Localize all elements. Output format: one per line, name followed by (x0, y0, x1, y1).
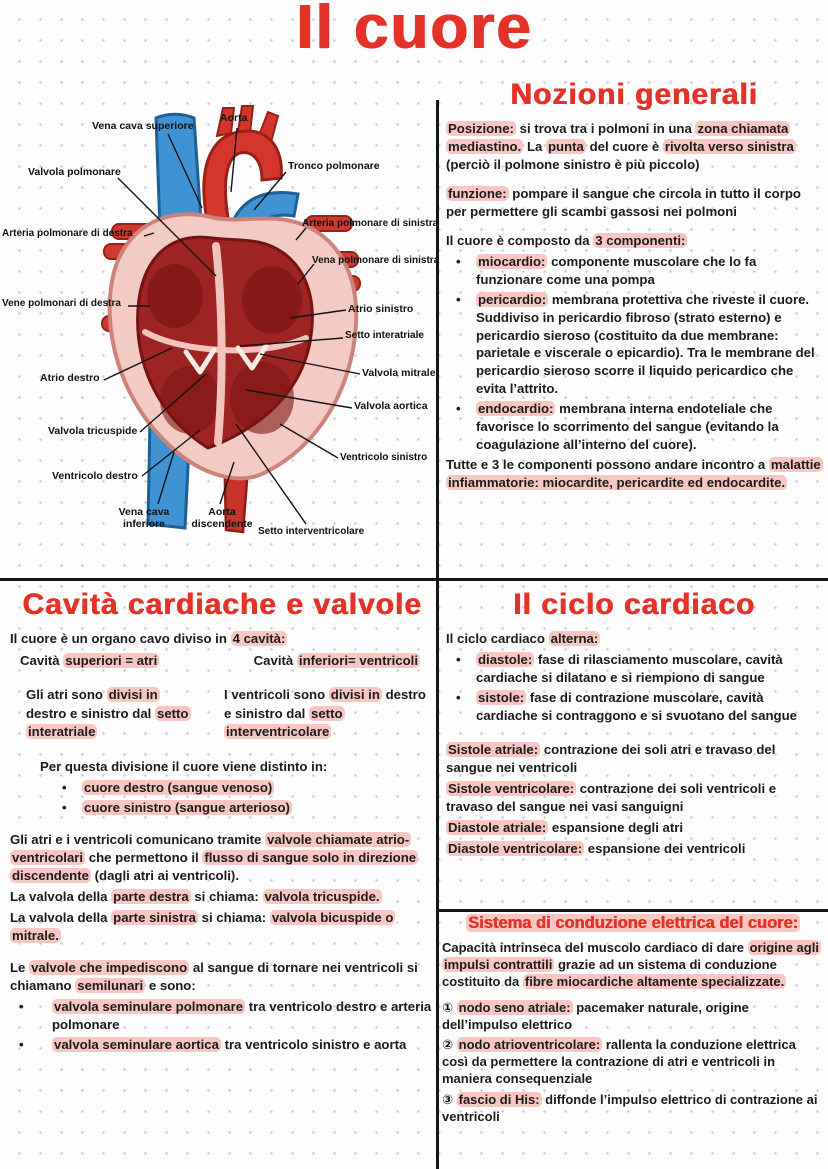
cavita-inferiori: Cavità inferiori= ventricoli (253, 652, 418, 668)
sistole-item: • sistole: fase di contrazione muscolare, cavità cardiache si contraggono e si svuotano del sangue (446, 689, 822, 725)
cuore-destro-item: • cuore destro (sangue venoso) (52, 779, 434, 797)
semilunari-intro: Le valvole che impediscono al sangue di tornare nei ventricoli si chiamano semilunari e sono: (10, 959, 418, 993)
label-valvola-tricuspide: Valvola tricuspide (48, 425, 138, 437)
sistole-atriale-paragraph: Sistole atriale: contrazione dei soli atri e travaso del sangue nei ventricoli (446, 741, 776, 775)
cavita-title: Cavità cardiache e valvole (22, 588, 422, 621)
label-setto-interventricolare: Setto interventricolare (258, 526, 365, 537)
ciclo-intro: Il ciclo cardiaco alterna: (446, 631, 599, 646)
label-arteria-polmonare-sinistra: Arteria polmonare di sinistra (302, 218, 439, 229)
label-setto-interatriale: Setto interatriale (345, 330, 424, 341)
label-aorta-discendente: Aorta discendente (191, 506, 253, 531)
cavita-columns (10, 652, 434, 670)
label-ventricolo-sinistro: Ventricolo sinistro (340, 452, 428, 463)
section-conduzione-elettrica (442, 914, 824, 1130)
blocco-ventricoli: I ventricoli sono divisi in destro e sinistro dal setto interventricolare (224, 686, 426, 740)
componente-miocardio-item: • miocardio: componente muscolare che lo fa funzionare come una pompa (446, 253, 822, 289)
valvole-av-paragraph: Gli atri e i ventricoli comunicano tramite valvole chiamate atrio-ventricolari che permettono il flusso di sangue solo in direzione discendente (dagli atri ai ventricoli). (10, 831, 417, 883)
fascio-di-his-item: ③ fascio di His: diffonde l’impulso elettrico di contrazione ai ventricoli (442, 1092, 818, 1125)
cuore-sinistro-item: • cuore sinistro (sangue arterioso) (52, 799, 434, 817)
funzione-paragraph: funzione: pompare il sangue che circola in tutto il corpo per permettere gli scambi gassosi nei polmoni (446, 185, 801, 219)
label-vena-cava-superiore: Vena cava superiore (92, 120, 194, 132)
valvola-destra-paragraph: La valvola della parte destra si chiama: valvola tricuspide. (10, 888, 380, 904)
label-arteria-polmonare-destra: Arteria polmonare di destra (2, 228, 133, 239)
posizione-paragraph: Posizione: si trova tra i polmoni in una zona chiamata mediastino. La punta del cuore è rivolta verso sinistra (perciò il polmone sinistro è più piccolo) (446, 121, 794, 172)
conduzione-descrizione: Capacità intrinseca del muscolo cardiaco di dare origine agli impulsi contrattili grazie ad un sistema di conduzione costituito da fibre miocardiche altamente specializzate. (442, 940, 819, 989)
nodo-atrioventricolare-item: ② nodo atrioventricolare: rallenta la conduzione elettrica così da permettere la contrazione di atri e ventricoli in maniera consequenziale (442, 1037, 796, 1087)
diastole-ventricolare-paragraph: Diastole ventricolare: espansione dei ventricoli (448, 840, 746, 856)
section-ciclo-cardiaco (446, 588, 822, 860)
componente-endocardio-item: • endocardio: membrana interna endoteliale che favorisce lo scorrimento del sangue (evitando la coagulazione all’interno del cuore). (446, 400, 822, 454)
heart-diagram (0, 100, 440, 578)
section-cavita-cardiache (10, 588, 434, 1055)
label-valvola-aortica: Valvola aortica (354, 400, 428, 412)
horizontal-divider-right (436, 909, 828, 912)
label-atrio-destro: Atrio destro (40, 372, 100, 384)
ciclo-title: Il ciclo cardiaco (512, 588, 756, 621)
section-nozioni-generali (446, 78, 822, 495)
label-vene-polmonari-destra: Vene polmonari di destra (2, 298, 121, 309)
diastole-atriale-paragraph: Diastole atriale: espansione degli atri (448, 819, 684, 835)
sistole-ventricolare-paragraph: Sistole ventricolare: contrazione dei soli ventricoli e travaso del sangue nei vasi sanguigni (446, 780, 777, 814)
divisione-intro: Per questa divisione il cuore viene distinto in: (40, 759, 328, 775)
conduzione-title-text: Sistema di conduzione elettrica del cuore: (467, 914, 799, 932)
label-atrio-sinistro: Atrio sinistro (348, 303, 414, 315)
page-title: Il cuore (295, 0, 533, 62)
label-ventricolo-destro: Ventricolo destro (52, 470, 138, 482)
valvola-seminulare-aortica-item: • valvola seminulare aortica tra ventricolo sinistro e aorta (10, 1036, 434, 1054)
setti-blocks (10, 686, 434, 742)
cavita-superiori: Cavità superiori = atri (20, 652, 158, 668)
label-tronco-polmonare: Tronco polmonare (288, 160, 380, 172)
label-valvola-polmonare: Valvola polmonare (28, 166, 121, 178)
nozioni-title: Nozioni generali (510, 78, 758, 111)
label-vena-cava-inferiore: Vena cava inferiore (118, 506, 170, 531)
nodo-seno-atriale-item: ① nodo seno atriale: pacemaker naturale, origine dell’impulso elettrico (442, 999, 749, 1032)
componenti-intro: Il cuore è composto da 3 componenti: (446, 232, 686, 248)
cavita-intro: Il cuore è un organo cavo diviso in 4 cavità: (10, 631, 286, 646)
horizontal-divider-main (0, 578, 828, 581)
label-valvola-mitrale: Valvola mitrale (362, 367, 436, 379)
blocco-atri: Gli atri sono divisi in destro e sinistro dal setto interatriale (26, 686, 189, 740)
label-vena-polmonare-sinistra: Vena polmonare di sinistra (312, 255, 440, 266)
conduzione-title (442, 914, 824, 933)
label-aorta: Aorta (220, 112, 248, 124)
valvola-seminulare-polmonare-item: • valvola seminulare polmonare tra ventricolo destro e arteria polmonare (10, 998, 434, 1034)
valvola-sinistra-paragraph: La valvola della parte sinistra si chiama: valvola bicuspide o mitrale. (10, 909, 394, 943)
diastole-item: • diastole: fase di rilasciamento muscolare, cavità cardiache si dilatano e si riempiono di sangue (446, 651, 822, 687)
componente-pericardio-item: • pericardio: membrana protettiva che riveste il cuore. Suddiviso in pericardio fibroso (strato esterno) e pericardio sieroso (costituito da due membrane: parietale e viscerale o epicardio). Tra le membrane del pericardio sieroso scorre il liquido pericardico che evita l’attrito. (446, 291, 822, 399)
malattie-paragraph: Tutte e 3 le componenti possono andare incontro a malattie infiammatorie: miocardite, pericardite ed endocardite. (446, 457, 821, 491)
